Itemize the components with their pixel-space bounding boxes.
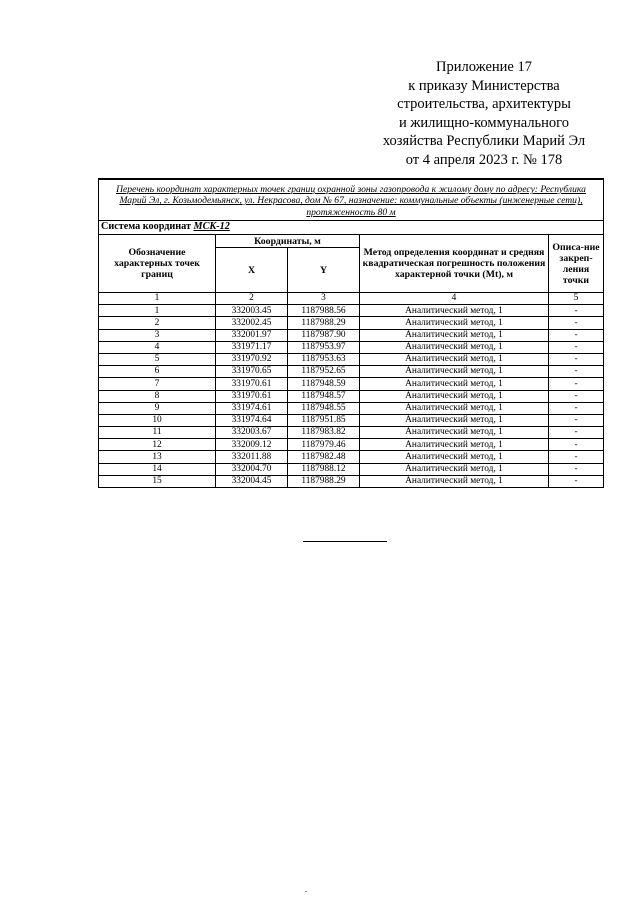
row-method-cell: Аналитический метод, 1 — [360, 390, 549, 402]
row-description-cell: - — [549, 341, 604, 353]
row-description-cell: - — [549, 353, 604, 365]
row-description-cell: - — [549, 427, 604, 439]
row-y-cell: 1187953.97 — [288, 341, 360, 353]
table-row — [99, 439, 604, 451]
row-method-cell: Аналитический метод, 1 — [360, 402, 549, 414]
row-x-cell: 331971.17 — [216, 341, 288, 353]
row-x-cell: 331974.61 — [216, 402, 288, 414]
appendix-header — [360, 58, 608, 170]
appendix-line: от 4 апреля 2023 г. № 178 — [405, 151, 563, 168]
table-row — [99, 329, 604, 341]
header-y: Y — [288, 248, 360, 293]
row-point-cell: 1 — [99, 305, 216, 317]
row-point-cell: 7 — [99, 378, 216, 390]
column-numbers-row — [99, 293, 604, 305]
row-point-cell: 15 — [99, 475, 216, 487]
row-y-cell: 1187988.29 — [288, 475, 360, 487]
row-method-cell: Аналитический метод, 1 — [360, 341, 549, 353]
row-method-cell: Аналитический метод, 1 — [360, 329, 549, 341]
row-x-cell: 331970.65 — [216, 366, 288, 378]
row-x-cell: 332009.12 — [216, 439, 288, 451]
row-point-cell: 6 — [99, 366, 216, 378]
row-y-cell: 1187951.85 — [288, 414, 360, 426]
header-method: Метод определения координат и средняя квадратическая погрешность положения характерной точки (Mt), м — [360, 235, 549, 293]
row-x-cell: 332002.45 — [216, 317, 288, 329]
row-method-cell: Аналитический метод, 1 — [360, 317, 549, 329]
table-row — [99, 427, 604, 439]
row-y-cell: 1187948.57 — [288, 390, 360, 402]
coordinate-system-name: МСК-12 — [193, 221, 230, 233]
row-method-cell: Аналитический метод, 1 — [360, 451, 549, 463]
row-method-cell: Аналитический метод, 1 — [360, 305, 549, 317]
row-description-cell: - — [549, 378, 604, 390]
row-x-cell: 331970.61 — [216, 390, 288, 402]
appendix-line: Приложение 17 — [436, 59, 532, 75]
row-y-cell: 1187987.90 — [288, 329, 360, 341]
row-y-cell: 1187979.46 — [288, 439, 360, 451]
row-x-cell: 332001.97 — [216, 329, 288, 341]
row-y-cell: 1187983.82 — [288, 427, 360, 439]
table-row — [99, 366, 604, 378]
row-point-cell: 12 — [99, 439, 216, 451]
table-row — [99, 390, 604, 402]
header-point: Обозначение характерных точек границ — [99, 235, 216, 293]
row-y-cell: 1187948.55 — [288, 402, 360, 414]
column-number: 5 — [549, 293, 604, 305]
row-method-cell: Аналитический метод, 1 — [360, 366, 549, 378]
row-method-cell: Аналитический метод, 1 — [360, 439, 549, 451]
table-row — [99, 378, 604, 390]
row-x-cell: 331970.61 — [216, 378, 288, 390]
table-row — [99, 475, 604, 487]
row-point-cell: 9 — [99, 402, 216, 414]
row-method-cell: Аналитический метод, 1 — [360, 463, 549, 475]
row-y-cell: 1187988.56 — [288, 305, 360, 317]
table-row — [99, 341, 604, 353]
row-method-cell: Аналитический метод, 1 — [360, 475, 549, 487]
coordinate-system — [99, 221, 604, 235]
row-y-cell: 1187952.65 — [288, 366, 360, 378]
table-title: Перечень координат характерных точек границ охранной зоны газопровода к жилому дому по адресу: Республика Марий Эл, г. Козьмодемьянск, ул. Некрасова, дом № 67, назначение: коммунальные объекты (инженерные сети), протяженность 80 м — [99, 179, 604, 221]
row-method-cell: Аналитический метод, 1 — [360, 427, 549, 439]
column-number: 1 — [99, 293, 216, 305]
row-description-cell: - — [549, 463, 604, 475]
row-description-cell: - — [549, 451, 604, 463]
column-number: 2 — [216, 293, 288, 305]
row-point-cell: 3 — [99, 329, 216, 341]
row-description-cell: - — [549, 402, 604, 414]
table-row — [99, 353, 604, 365]
table-row — [99, 317, 604, 329]
row-y-cell: 1187948.59 — [288, 378, 360, 390]
header-description: Описа-ние закреп-ления точки — [549, 235, 604, 293]
row-x-cell: 332004.45 — [216, 475, 288, 487]
row-y-cell: 1187988.12 — [288, 463, 360, 475]
column-number: 3 — [288, 293, 360, 305]
row-description-cell: - — [549, 414, 604, 426]
row-point-cell: 13 — [99, 451, 216, 463]
row-description-cell: - — [549, 475, 604, 487]
row-description-cell: - — [549, 329, 604, 341]
row-method-cell: Аналитический метод, 1 — [360, 378, 549, 390]
appendix-line: строительства, архитектуры — [397, 96, 571, 113]
scan-mark — [305, 891, 307, 892]
row-x-cell: 332004.70 — [216, 463, 288, 475]
column-number: 4 — [360, 293, 549, 305]
row-method-cell: Аналитический метод, 1 — [360, 414, 549, 426]
row-description-cell: - — [549, 390, 604, 402]
coordinate-system-label: Система координат — [101, 221, 191, 233]
header-coordinates: Координаты, м — [216, 235, 360, 248]
appendix-line: и жилищно-коммунального — [398, 114, 570, 131]
row-y-cell: 1187953.63 — [288, 353, 360, 365]
row-point-cell: 10 — [99, 414, 216, 426]
row-y-cell: 1187988.29 — [288, 317, 360, 329]
row-description-cell: - — [549, 317, 604, 329]
row-x-cell: 331970.92 — [216, 353, 288, 365]
row-point-cell: 5 — [99, 353, 216, 365]
row-method-cell: Аналитический метод, 1 — [360, 353, 549, 365]
row-point-cell: 11 — [99, 427, 216, 439]
appendix-line: хозяйства Республики Марий Эл — [382, 133, 586, 150]
header-x: X — [216, 248, 288, 293]
row-point-cell: 2 — [99, 317, 216, 329]
table-row — [99, 305, 604, 317]
table-row — [99, 414, 604, 426]
closing-separator-line — [303, 541, 387, 542]
coordinates-rows — [99, 305, 604, 488]
row-description-cell: - — [549, 366, 604, 378]
row-x-cell: 331974.64 — [216, 414, 288, 426]
row-y-cell: 1187982.48 — [288, 451, 360, 463]
coordinates-table — [98, 178, 604, 488]
row-point-cell: 14 — [99, 463, 216, 475]
appendix-line: к приказу Министерства — [408, 77, 560, 94]
row-x-cell: 332011.88 — [216, 451, 288, 463]
table-row — [99, 451, 604, 463]
table-row — [99, 402, 604, 414]
row-point-cell: 4 — [99, 341, 216, 353]
row-description-cell: - — [549, 305, 604, 317]
row-x-cell: 332003.45 — [216, 305, 288, 317]
table-row — [99, 463, 604, 475]
row-description-cell: - — [549, 439, 604, 451]
row-x-cell: 332003.67 — [216, 427, 288, 439]
row-point-cell: 8 — [99, 390, 216, 402]
